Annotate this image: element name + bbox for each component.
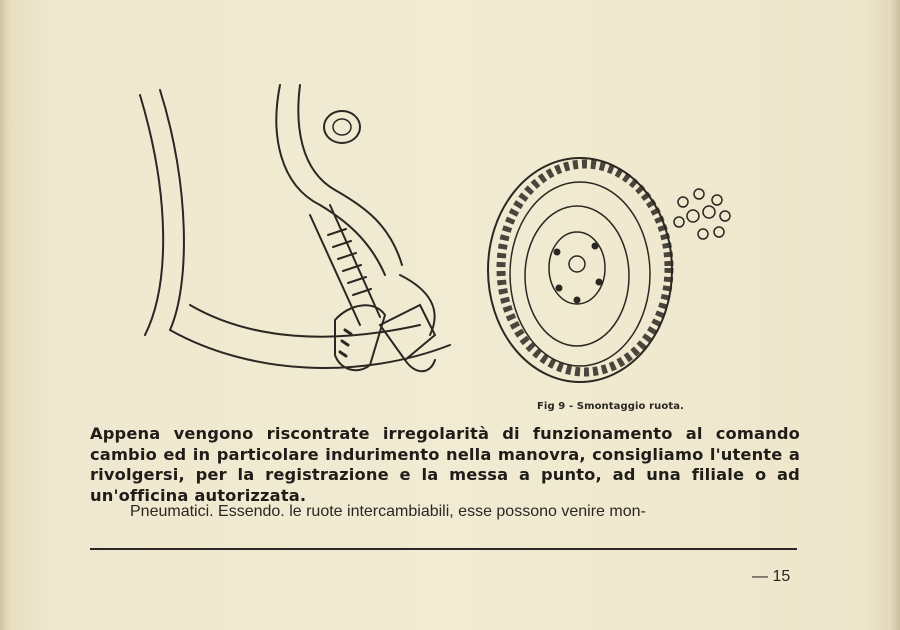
figure-caption: Fig 9 - Smontaggio ruota. bbox=[537, 401, 684, 412]
brake-arm bbox=[380, 305, 435, 371]
nut-icon bbox=[703, 206, 715, 218]
stud-hole bbox=[555, 250, 560, 255]
scooter-fork-illustration bbox=[130, 75, 460, 405]
nut-icon bbox=[687, 210, 699, 222]
nut-icon bbox=[694, 189, 704, 199]
frame-line bbox=[276, 85, 402, 275]
nut-icon bbox=[678, 197, 688, 207]
page-number: — 15 bbox=[752, 568, 791, 585]
nut-icon bbox=[698, 229, 708, 239]
mudguard-outline bbox=[140, 90, 184, 335]
body-text: Essendo. le ruote intercambiabili, esse possono venire mon- bbox=[213, 503, 646, 520]
body-text-line bbox=[130, 503, 800, 521]
hub-slots bbox=[340, 330, 351, 356]
stud-hole bbox=[557, 286, 562, 291]
page-binding-shadow bbox=[0, 0, 10, 630]
fork-spring bbox=[328, 229, 371, 295]
stud-hole bbox=[575, 298, 580, 303]
nut-icon bbox=[712, 195, 722, 205]
hub-center bbox=[569, 256, 585, 272]
section-lead-word: Pneumatici. bbox=[130, 503, 214, 520]
page-rule-divider bbox=[90, 548, 797, 550]
stud-hole bbox=[597, 280, 602, 285]
stud-hole bbox=[593, 244, 598, 249]
nut-icon bbox=[720, 211, 730, 221]
nut-icon bbox=[714, 227, 724, 237]
nut-icon bbox=[674, 217, 684, 227]
wheel-arc bbox=[170, 305, 450, 368]
wheel-hub-plate bbox=[335, 305, 385, 370]
headlight-lens-icon bbox=[333, 119, 351, 135]
maintenance-warning-paragraph: Appena vengono riscontrate irregolarità di funzionamento al comando cambio ed in particolare indurimento nella manovra, consigliamo l'utente a rivolgersi, per la registrazione e la messa a punto, ad una filiale o ad un'officina autorizzata. bbox=[90, 424, 800, 505]
rim bbox=[525, 206, 629, 346]
hub-disc bbox=[549, 232, 605, 304]
page-edge-shadow bbox=[888, 0, 900, 630]
headlight-icon bbox=[324, 111, 360, 143]
tyre-tread-pattern bbox=[501, 164, 669, 372]
wheel-nuts bbox=[674, 189, 730, 239]
wheel-removal-illustration bbox=[485, 150, 755, 390]
